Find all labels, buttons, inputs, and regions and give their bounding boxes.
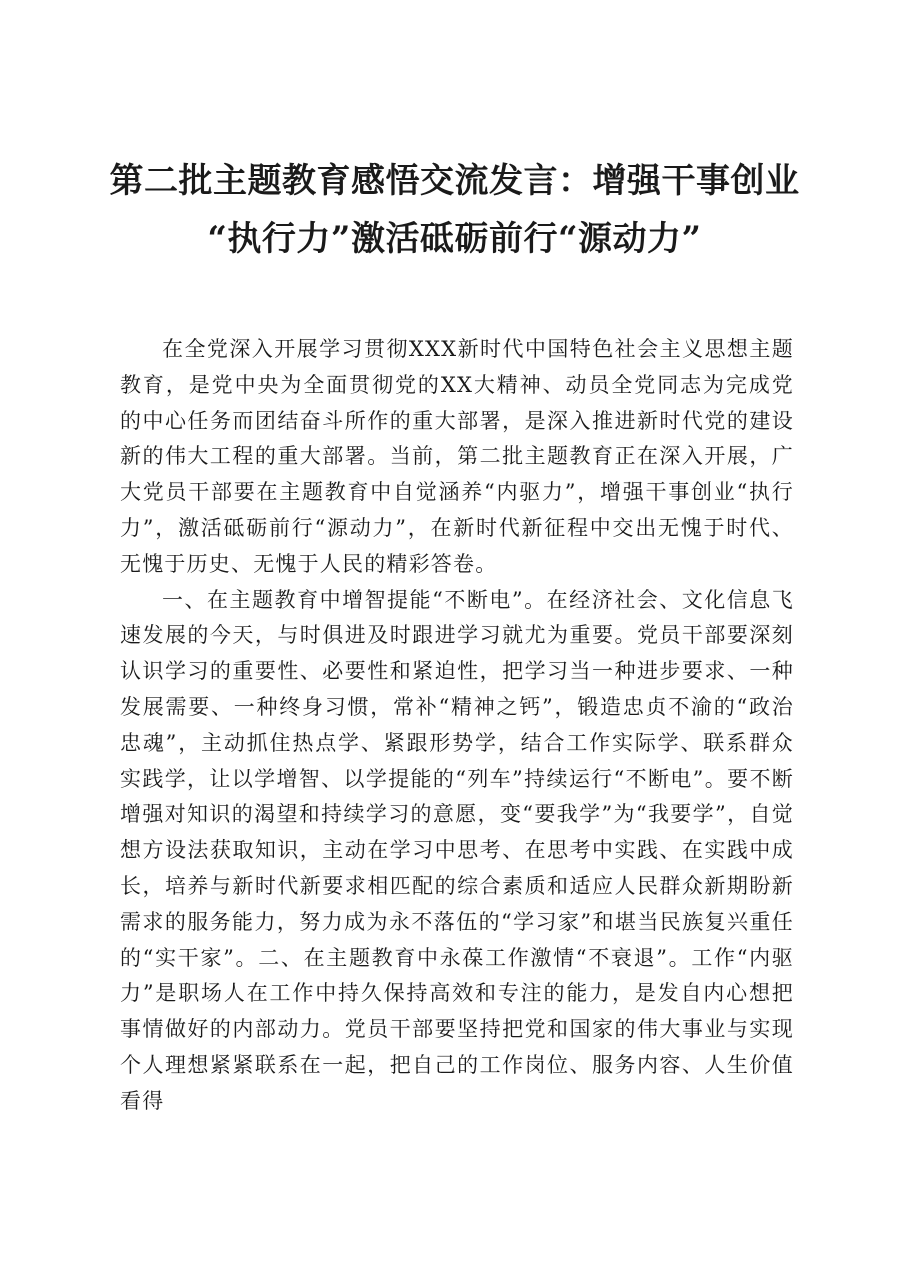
- document-body: [120, 332, 794, 1120]
- title-line-2: “执行力”激活砥砺前行“源动力”: [207, 219, 702, 259]
- title-line-1: 第二批主题教育感悟交流发言：增强干事创业: [109, 161, 800, 201]
- body-paragraph-intro: 在全党深入开展学习贯彻XXX新时代中国特色社会主义思想主题教育，是党中央为全面贯彻党的XX大精神、动员全党同志为完成党的中心任务而团结奋斗所作的重大部署，是深入推进新时代党的建设新的伟大工程的重大部署。当前，第二批主题教育正在深入开展，广大党员干部要在主题教育中自觉涵养“内驱力”，增强干事创业“执行力”，激活砥砺前行“源动力”，在新时代新征程中交出无愧于时代、无愧于历史、无愧于人民的精彩答卷。: [120, 337, 794, 576]
- body-paragraph-section: 一、在主题教育中增智提能“不断电”。在经济社会、文化信息飞速发展的今天，与时俱进及时跟进学习就尤为重要。党员干部要深刻认识学习的重要性、必要性和紧迫性，把学习当一种进步要求、一种发展需要、一种终身习惯，常补“精神之钙”，锻造忠贞不渝的“政治忠魂”，主动抓住热点学、紧跟形势学，结合工作实际学、联系群众实践学，让以学增智、以学提能的“列车”持续运行“不断电”。要不断增强对知识的渴望和持续学习的意愿，变“要我学”为“我要学”，自觉想方设法获取知识，主动在学习中思考、在思考中实践、在实践中成长，培养与新时代新要求相匹配的综合素质和适应人民群众新期盼新需求的服务能力，努力成为永不落伍的“学习家”和堪当民族复兴重任的“实干家”。二、在主题教育中永葆工作激情“不衰退”。工作“内驱力”是职场人在工作中持久保持高效和专注的能力，是发自内心想把事情做好的内部动力。党员干部要坚持把党和国家的伟大事业与实现个人理想紧紧联系在一起，把自己的工作岗位、服务内容、人生价值看得: [120, 587, 794, 1113]
- document-title: [100, 152, 809, 268]
